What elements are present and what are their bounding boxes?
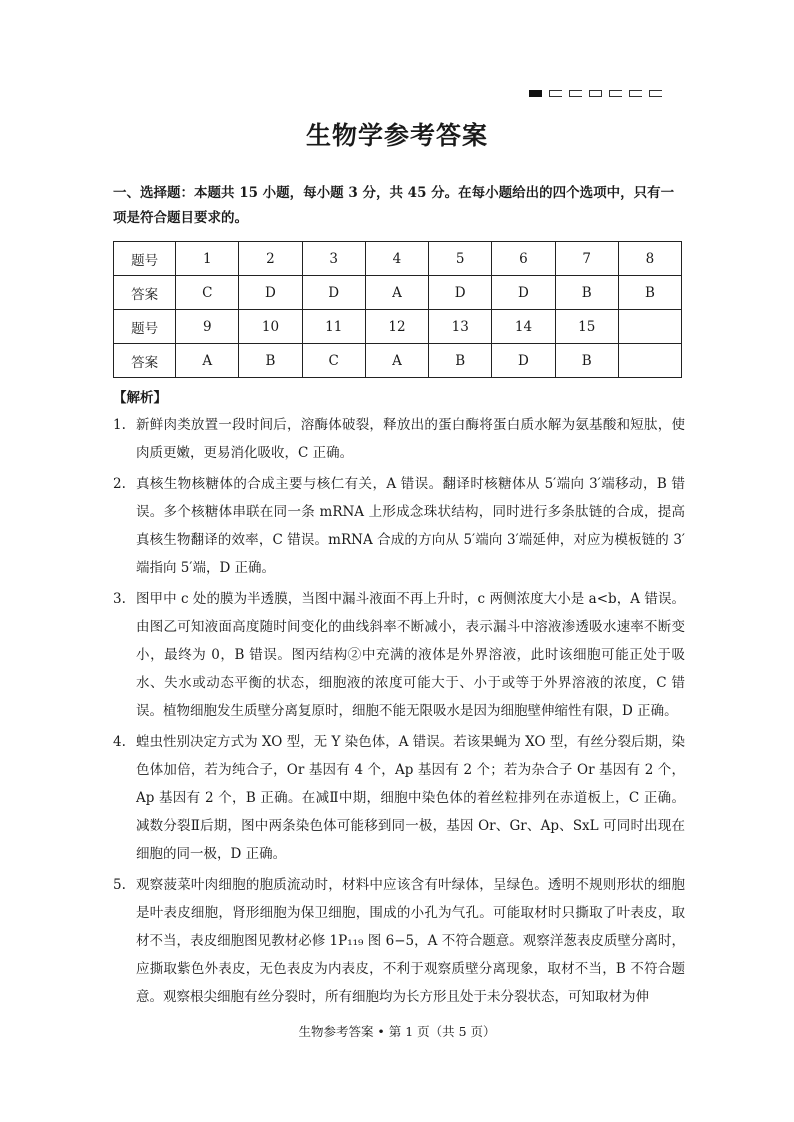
table-cell: 12 [365,310,428,344]
list-item [113,871,685,1011]
corner-mark [589,90,602,97]
page-title: 生物学参考答案 [305,121,488,150]
row-label: 题号 [114,310,176,344]
row-label: 答案 [114,276,176,310]
table-cell: 1 [176,242,239,276]
analysis-heading: 【解析】 [113,390,167,406]
corner-mark [569,90,582,97]
row-label: 答案 [114,344,176,378]
answer-table [113,241,682,378]
table-row [114,242,682,276]
table-row [114,276,682,310]
table-row [114,344,682,378]
item-text: 新鲜肉类放置一段时间后，溶酶体破裂，释放出的蛋白酶将蛋白质水解为氨基酸和短肽，使肉质更嫩，更易消化吸收，C 正确。 [136,417,685,461]
table-cell: D [492,344,555,378]
row-label: 题号 [114,242,176,276]
analysis-list [113,411,685,1014]
table-cell: 7 [555,242,618,276]
table-cell: 2 [239,242,302,276]
page-footer: 生物参考答案 • 第 1 页（共 5 页） [298,1024,496,1039]
section-heading: 一、选择题：本题共 15 小题，每小题 3 分，共 45 分。在每小题给出的四个选项中，只有一项是符合题目要求的。 [113,185,675,226]
table-cell: 6 [492,242,555,276]
table-cell: A [176,344,239,378]
table-cell: B [429,344,492,378]
list-item [113,728,685,868]
table-cell: B [555,276,618,310]
item-number: 3. [113,591,126,607]
table-cell: 14 [492,310,555,344]
page-corner-marks [529,90,662,97]
corner-mark [609,90,622,97]
list-item [113,411,685,467]
corner-mark [549,90,562,97]
item-text: 图甲中 c 处的膜为半透膜，当图中漏斗液面不再上升时，c 两侧浓度大小是 a<b，A 错误。由图乙可知液面高度随时间变化的曲线斜率不断减小，表示漏斗中溶液渗透吸水速率不断变小，最终为 0，B 错误。图丙结构②中充满的液体是外界溶液，此时该细胞可能正处于吸水、失水或动态平衡的状态，细胞液的浓度可能大于、小于或等于外界溶液的浓度，C 错误。植物细胞发生质壁分离复原时，细胞不能无限吸水是因为细胞壁伸缩性有限，D 正确。 [136,591,685,719]
item-number: 5. [113,877,126,893]
item-number: 1. [113,417,126,433]
table-cell: B [618,276,681,310]
table-cell: 8 [618,242,681,276]
item-text: 真核生物核糖体的合成主要与核仁有关，A 错误。翻译时核糖体从 5′端向 3′端移动，B 错误。多个核糖体串联在同一条 mRNA 上形成念珠状结构，同时进行多条肽链的合成，提高真核生物翻译的效率，C 错误。mRNA 合成的方向从 5′端向 3′端延伸，对应为模板链的 3′端指向 5′端，D 正确。 [136,476,685,576]
table-cell: D [302,276,365,310]
table-cell: A [365,276,428,310]
table-cell [618,310,681,344]
table-cell: 9 [176,310,239,344]
table-cell: A [365,344,428,378]
table-cell: B [239,344,302,378]
table-cell: C [302,344,365,378]
table-cell: 10 [239,310,302,344]
table-row [114,310,682,344]
item-number: 4. [113,734,126,750]
table-cell: 3 [302,242,365,276]
table-cell: 5 [429,242,492,276]
table-cell: 15 [555,310,618,344]
table-cell: D [239,276,302,310]
table-cell: 13 [429,310,492,344]
table-cell: D [429,276,492,310]
item-text: 观察菠菜叶肉细胞的胞质流动时，材料中应该含有叶绿体，呈绿色。透明不规则形状的细胞是叶表皮细胞，肾形细胞为保卫细胞，围成的小孔为气孔。可能取材时只撕取了叶表皮，取材不当，表皮细胞图见教材必修 1P₁₁₉ 图 6−5，A 不符合题意。观察洋葱表皮质壁分离时，应撕取紫色外表皮，无色表皮为内表皮，不利于观察质壁分离现象，取材不当，B 不符合题意。观察根尖细胞有丝分裂时，所有细胞均为长方形且处于未分裂状态，可知取材为伸 [136,877,685,1005]
list-item [113,470,685,582]
table-cell: 11 [302,310,365,344]
table-cell: C [176,276,239,310]
corner-mark [629,90,642,97]
item-text: 蝗虫性别决定方式为 XO 型，无 Y 染色体，A 错误。若该果蝇为 XO 型，有丝分裂后期，染色体加倍，若为纯合子，Or 基因有 4 个，Ap 基因有 2 个；若为杂合子 Or 基因有 2 个，Ap 基因有 2 个，B 正确。在减Ⅱ中期，细胞中染色体的着丝粒排列在赤道板上，C 正确。减数分裂Ⅱ后期，图中两条染色体可能移到同一极，基因 Or、Gr、Ap、SxL 可同时出现在细胞的同一极，D 正确。 [136,734,685,862]
corner-mark [649,90,662,97]
table-cell [618,344,681,378]
item-number: 2. [113,476,126,492]
corner-mark [529,90,542,97]
table-cell: 4 [365,242,428,276]
table-cell: B [555,344,618,378]
list-item [113,585,685,725]
table-cell: D [492,276,555,310]
